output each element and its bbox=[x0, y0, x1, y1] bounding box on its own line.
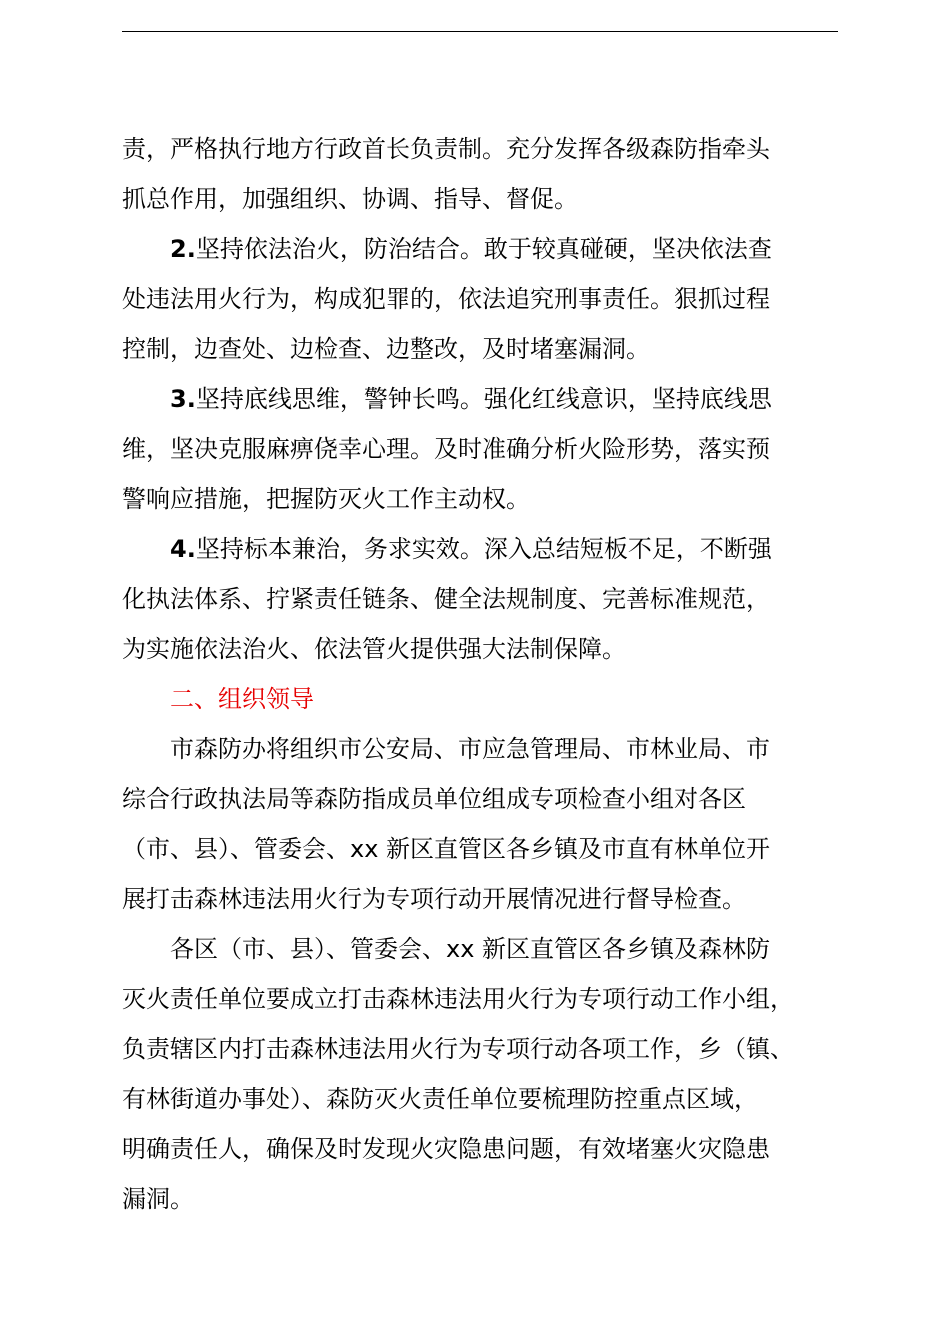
paragraph-principle-1-continued: 责，严格执行地方行政首长负责制。充分发挥各级森防指牵头 抓总作用，加强组织、协调、指导、督促。 bbox=[122, 135, 770, 213]
section-heading: 二、组织领导 bbox=[170, 685, 314, 713]
item-number: 3. bbox=[170, 385, 196, 413]
paragraph-organization-1: 市森防办将组织市公安局、市应急管理局、市林业局、市 综合行政执法局等森防指成员单位组成专项检查小组对各区 （市、县）、管委会、xx 新区直管区各乡镇及市直有林单位开 展打击森林违法用火行为专项行动开展情况进行督导检查。 bbox=[122, 735, 771, 913]
item-number: 2. bbox=[170, 235, 196, 263]
header-rule bbox=[122, 31, 838, 32]
item-number: 4. bbox=[170, 535, 196, 563]
paragraph-principle-4: 4.坚持标本兼治，务求实效。深入总结短板不足，不断强 化执法体系、拧紧责任链条、健全法规制度、完善标准规范， 为实施依法治火、依法管火提供强大法制保障。 bbox=[122, 535, 772, 663]
paragraph-principle-3: 3.坚持底线思维，警钟长鸣。强化红线意识，坚持底线思 维，坚决克服麻痹侥幸心理。及时准确分析火险形势，落实预 警响应措施，把握防灭火工作主动权。 bbox=[122, 385, 772, 513]
paragraph-organization-2: 各区（市、县）、管委会、xx 新区直管区各乡镇及森林防 灭火责任单位要成立打击森林违法用火行为专项行动工作小组， 负责辖区内打击森林违法用火行为专项行动各项工作，乡（镇、 有林街道办事处）、森防灭火责任单位要梳理防控重点区域， 明确责任人，确保及时发现火灾隐患问题，有效堵塞火灾隐患 漏洞。 bbox=[122, 935, 794, 1213]
document-body bbox=[122, 124, 842, 1224]
paragraph-principle-2: 2.坚持依法治火，防治结合。敢于较真碰硬，坚决依法查 处违法用火行为，构成犯罪的，依法追究刑事责任。狠抓过程 控制，边查处、边检查、边整改，及时堵塞漏洞。 bbox=[122, 235, 772, 363]
